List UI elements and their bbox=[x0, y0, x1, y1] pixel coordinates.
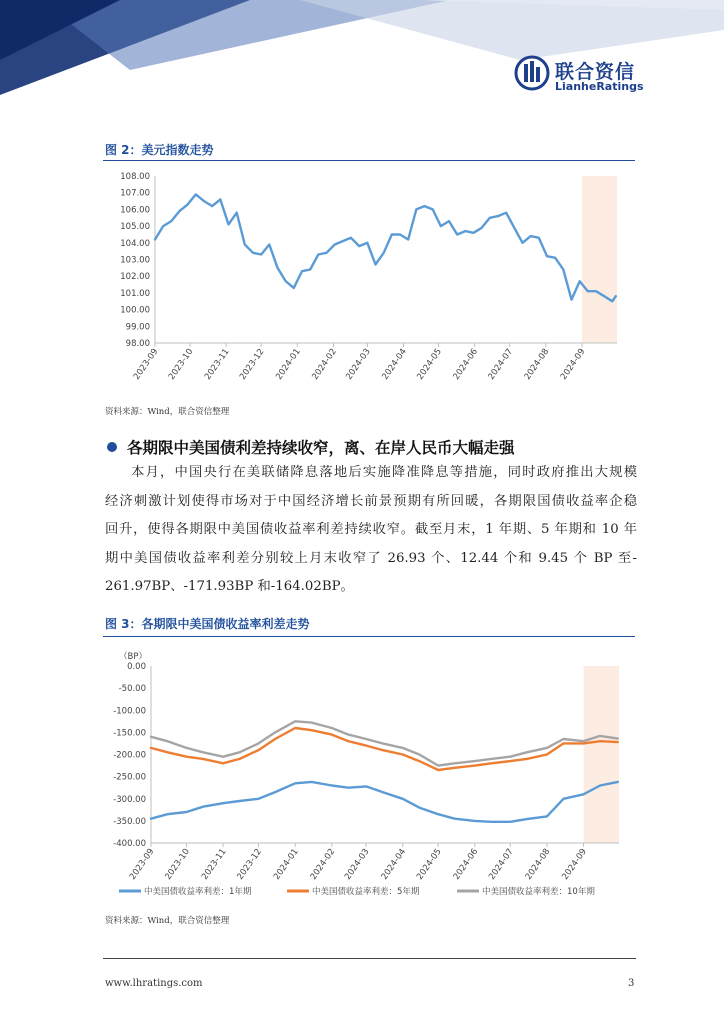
data-point bbox=[236, 212, 238, 214]
data-point bbox=[150, 818, 152, 820]
data-point bbox=[382, 749, 384, 751]
data-point bbox=[474, 820, 476, 822]
paragraph-line: 本月，中国央行在美联储降息落地后实施降准降息等措施，同时政府推出大规模 bbox=[131, 465, 637, 480]
data-point bbox=[416, 209, 418, 211]
x-tick-label: 2024-07 bbox=[486, 346, 516, 382]
footer-rule bbox=[103, 958, 636, 959]
data-point bbox=[546, 255, 548, 257]
data-point bbox=[497, 215, 499, 217]
data-point bbox=[382, 743, 384, 745]
data-point bbox=[615, 295, 617, 297]
data-point bbox=[546, 754, 548, 756]
highlight-region bbox=[584, 666, 619, 843]
data-point bbox=[617, 741, 619, 743]
data-point bbox=[522, 242, 524, 244]
unit-label: （BP） bbox=[119, 652, 147, 662]
x-tick-label: 2024-08 bbox=[522, 346, 552, 382]
section-heading: 各期限中美国债利差持续收窄，离、在岸人民币大幅走强 bbox=[127, 439, 515, 457]
data-point bbox=[150, 736, 152, 738]
paragraph-line: 经济刺激计划使得市场对于中国经济增长前景预期有所回暖，各期限国债收益率企稳 bbox=[105, 493, 637, 509]
data-point bbox=[538, 237, 540, 239]
data-point bbox=[350, 237, 352, 239]
legend-label: 中美国债收益率利差：5年期 bbox=[312, 887, 420, 897]
data-point bbox=[309, 269, 311, 271]
data-point bbox=[294, 721, 296, 723]
y-tick-label: -250.00 bbox=[113, 772, 146, 783]
x-tick-label: 2023-11 bbox=[199, 846, 229, 882]
lianhe-logo-icon bbox=[514, 55, 550, 91]
data-point bbox=[437, 769, 439, 771]
data-point bbox=[505, 212, 507, 214]
data-point bbox=[311, 781, 313, 783]
x-tick-label: 2024-05 bbox=[415, 846, 444, 882]
y-tick-label: 0.00 bbox=[127, 662, 146, 672]
data-point bbox=[599, 785, 601, 787]
figure2-source: 资料来源：Wind，联合资信整理 bbox=[105, 407, 230, 417]
data-point bbox=[318, 254, 320, 256]
series-line bbox=[151, 721, 618, 765]
data-point bbox=[274, 732, 276, 734]
data-point bbox=[432, 209, 434, 211]
x-tick-label: 2024-09 bbox=[560, 846, 590, 882]
data-point bbox=[599, 740, 601, 742]
data-point bbox=[171, 220, 173, 222]
y-tick-label: -350.00 bbox=[113, 816, 146, 827]
data-point bbox=[195, 194, 197, 196]
data-point bbox=[358, 245, 360, 247]
y-tick-label: -300.00 bbox=[113, 794, 146, 805]
data-point bbox=[583, 743, 585, 745]
legend-label: 中美国债收益率利差：1年期 bbox=[144, 887, 252, 897]
data-point bbox=[526, 818, 528, 820]
x-tick-label: 2024-03 bbox=[344, 346, 373, 382]
x-tick-label: 2024-07 bbox=[487, 846, 516, 882]
y-tick-label: 108.00 bbox=[120, 172, 150, 182]
data-point bbox=[150, 747, 152, 749]
data-point bbox=[617, 781, 619, 783]
series-line bbox=[151, 728, 618, 770]
data-point bbox=[579, 280, 581, 282]
figure2-title: 图 2：美元指数走势 bbox=[105, 143, 214, 157]
data-point bbox=[222, 763, 224, 765]
data-point bbox=[424, 205, 426, 207]
paragraph-line: 261.97BP、-171.93BP 和-164.02BP。 bbox=[105, 579, 354, 595]
data-point bbox=[186, 756, 188, 758]
data-point bbox=[465, 230, 467, 232]
x-tick-label: 2024-05 bbox=[415, 346, 444, 382]
data-point bbox=[326, 252, 328, 254]
section-bullet-icon bbox=[107, 442, 117, 452]
data-point bbox=[331, 734, 333, 736]
series-line bbox=[155, 194, 616, 301]
data-point bbox=[258, 749, 260, 751]
footer-url: www.lhratings.com bbox=[105, 978, 203, 989]
y-tick-label: -50.00 bbox=[118, 684, 146, 695]
x-tick-label: 2023-11 bbox=[203, 346, 232, 382]
y-tick-label: 99.00 bbox=[125, 322, 150, 333]
data-point bbox=[348, 740, 350, 742]
y-tick-label: 101.00 bbox=[120, 288, 150, 299]
y-tick-label: -150.00 bbox=[113, 728, 146, 739]
data-point bbox=[365, 738, 367, 740]
x-tick-label: 2023-10 bbox=[166, 346, 196, 382]
data-point bbox=[367, 242, 369, 244]
data-point bbox=[399, 234, 401, 236]
data-point bbox=[239, 752, 241, 754]
data-point bbox=[571, 299, 573, 301]
data-point bbox=[440, 225, 442, 227]
section-paragraph bbox=[105, 459, 637, 602]
dollar-index-chart bbox=[103, 163, 635, 395]
legend-label: 中美国债收益率利差：10年期 bbox=[482, 887, 595, 897]
data-point bbox=[391, 234, 393, 236]
data-point bbox=[454, 763, 456, 765]
y-tick-label: -400.00 bbox=[113, 839, 146, 849]
data-point bbox=[365, 786, 367, 788]
paragraph-line: 期中美国债收益率利差分别较上月末收窄了 26.93 个、12.44 个和 9.45 个 BP 至- bbox=[105, 550, 637, 566]
data-point bbox=[186, 811, 188, 813]
data-point bbox=[311, 722, 313, 724]
data-point bbox=[187, 204, 189, 206]
logo-text-cn: 联合资信 bbox=[555, 61, 636, 83]
data-point bbox=[331, 727, 333, 729]
data-point bbox=[260, 254, 262, 256]
y-tick-label: 107.00 bbox=[120, 188, 150, 199]
data-point bbox=[202, 752, 204, 754]
data-point bbox=[365, 745, 367, 747]
y-tick-label: 105.00 bbox=[120, 222, 150, 233]
data-point bbox=[563, 269, 565, 271]
paragraph-line: 回升，使得各期限中美国债收益率利差持续收窄。截至月末，1 年期、5 年期和 10 年 bbox=[105, 522, 637, 538]
data-point bbox=[239, 800, 241, 802]
figure2-rule bbox=[103, 160, 635, 161]
data-point bbox=[402, 754, 404, 756]
x-tick-label: 2024-01 bbox=[274, 346, 303, 382]
data-point bbox=[244, 244, 246, 246]
data-point bbox=[274, 738, 276, 740]
data-point bbox=[258, 743, 260, 745]
data-point bbox=[348, 734, 350, 736]
data-point bbox=[301, 270, 303, 272]
y-tick-label: 102.00 bbox=[120, 272, 150, 283]
x-tick-label: 2024-03 bbox=[342, 846, 372, 882]
data-point bbox=[167, 813, 169, 815]
logo-text-en: LianheRatings bbox=[555, 80, 644, 93]
data-point bbox=[489, 217, 491, 219]
x-tick-label: 2023-09 bbox=[131, 346, 161, 382]
data-point bbox=[202, 758, 204, 760]
data-point bbox=[334, 244, 336, 246]
data-point bbox=[407, 239, 409, 241]
data-point bbox=[454, 818, 456, 820]
data-point bbox=[510, 756, 512, 758]
data-point bbox=[473, 232, 475, 234]
data-point bbox=[162, 225, 164, 227]
data-point bbox=[222, 756, 224, 758]
data-point bbox=[277, 267, 279, 269]
data-point bbox=[348, 787, 350, 789]
data-point bbox=[258, 798, 260, 800]
data-point bbox=[437, 765, 439, 767]
data-point bbox=[526, 758, 528, 760]
data-point bbox=[599, 735, 601, 737]
x-tick-label: 2024-09 bbox=[558, 346, 588, 382]
y-tick-label: 103.00 bbox=[120, 255, 150, 266]
data-point bbox=[294, 727, 296, 729]
data-point bbox=[583, 794, 585, 796]
data-point bbox=[375, 264, 377, 266]
yield-spread-chart bbox=[103, 640, 635, 905]
data-point bbox=[294, 783, 296, 785]
highlight-region bbox=[582, 176, 617, 343]
y-tick-label: 98.00 bbox=[125, 339, 150, 349]
data-point bbox=[546, 816, 548, 818]
data-point bbox=[202, 806, 204, 808]
data-point bbox=[491, 763, 493, 765]
data-point bbox=[222, 802, 224, 804]
x-tick-label: 2024-04 bbox=[379, 846, 409, 882]
data-point bbox=[563, 743, 565, 745]
data-point bbox=[228, 224, 230, 226]
data-point bbox=[554, 257, 556, 259]
x-tick-label: 2024-02 bbox=[310, 346, 339, 382]
x-tick-label: 2023-09 bbox=[127, 846, 157, 882]
data-point bbox=[587, 290, 589, 292]
data-point bbox=[269, 244, 271, 246]
y-tick-label: -200.00 bbox=[113, 750, 146, 761]
data-point bbox=[402, 747, 404, 749]
y-tick-label: -100.00 bbox=[113, 706, 146, 717]
x-tick-label: 2024-01 bbox=[272, 846, 301, 882]
y-tick-label: 106.00 bbox=[120, 205, 150, 216]
data-point bbox=[437, 813, 439, 815]
data-point bbox=[474, 760, 476, 762]
data-point bbox=[419, 760, 421, 762]
data-point bbox=[311, 729, 313, 731]
data-point bbox=[402, 798, 404, 800]
x-tick-label: 2023-12 bbox=[238, 346, 267, 382]
x-tick-label: 2024-04 bbox=[380, 346, 409, 382]
figure3-rule bbox=[103, 636, 635, 637]
data-point bbox=[186, 747, 188, 749]
x-tick-label: 2024-02 bbox=[308, 846, 338, 882]
data-point bbox=[456, 234, 458, 236]
data-point bbox=[342, 240, 344, 242]
data-point bbox=[382, 791, 384, 793]
data-point bbox=[595, 290, 597, 292]
x-tick-label: 2023-10 bbox=[163, 846, 192, 882]
data-point bbox=[491, 758, 493, 760]
data-point bbox=[154, 239, 156, 241]
figure3-source: 资料来源：Wind，联合资信整理 bbox=[105, 916, 230, 926]
logo bbox=[514, 55, 550, 95]
data-point bbox=[167, 740, 169, 742]
y-tick-label: 104.00 bbox=[120, 238, 150, 249]
data-point bbox=[239, 758, 241, 760]
x-tick-label: 2023-12 bbox=[235, 846, 265, 882]
data-point bbox=[583, 740, 585, 742]
data-point bbox=[167, 752, 169, 754]
data-point bbox=[220, 199, 222, 201]
data-point bbox=[419, 807, 421, 809]
x-tick-label: 2024-08 bbox=[523, 846, 553, 882]
data-point bbox=[481, 227, 483, 229]
data-point bbox=[617, 738, 619, 740]
data-point bbox=[252, 252, 254, 254]
data-point bbox=[603, 295, 605, 297]
data-point bbox=[454, 767, 456, 769]
data-point bbox=[546, 747, 548, 749]
data-point bbox=[448, 220, 450, 222]
data-point bbox=[563, 738, 565, 740]
data-point bbox=[530, 235, 532, 237]
page-number: 3 bbox=[628, 978, 635, 989]
data-point bbox=[179, 210, 181, 212]
figure3-title: 图 3：各期限中美国债收益率利差走势 bbox=[105, 617, 310, 631]
series-line bbox=[151, 782, 618, 822]
data-point bbox=[274, 791, 276, 793]
data-point bbox=[510, 821, 512, 823]
data-point bbox=[331, 785, 333, 787]
y-tick-label: 100.00 bbox=[120, 305, 150, 316]
data-point bbox=[285, 280, 287, 282]
data-point bbox=[612, 301, 614, 303]
data-point bbox=[514, 227, 516, 229]
data-point bbox=[474, 765, 476, 767]
data-point bbox=[203, 200, 205, 202]
data-point bbox=[419, 754, 421, 756]
data-point bbox=[491, 821, 493, 823]
x-tick-label: 2024-06 bbox=[451, 346, 481, 382]
data-point bbox=[563, 798, 565, 800]
data-point bbox=[211, 205, 213, 207]
x-tick-label: 2024-06 bbox=[451, 846, 481, 882]
data-point bbox=[526, 752, 528, 754]
data-point bbox=[383, 252, 385, 254]
data-point bbox=[293, 287, 295, 289]
data-point bbox=[510, 760, 512, 762]
